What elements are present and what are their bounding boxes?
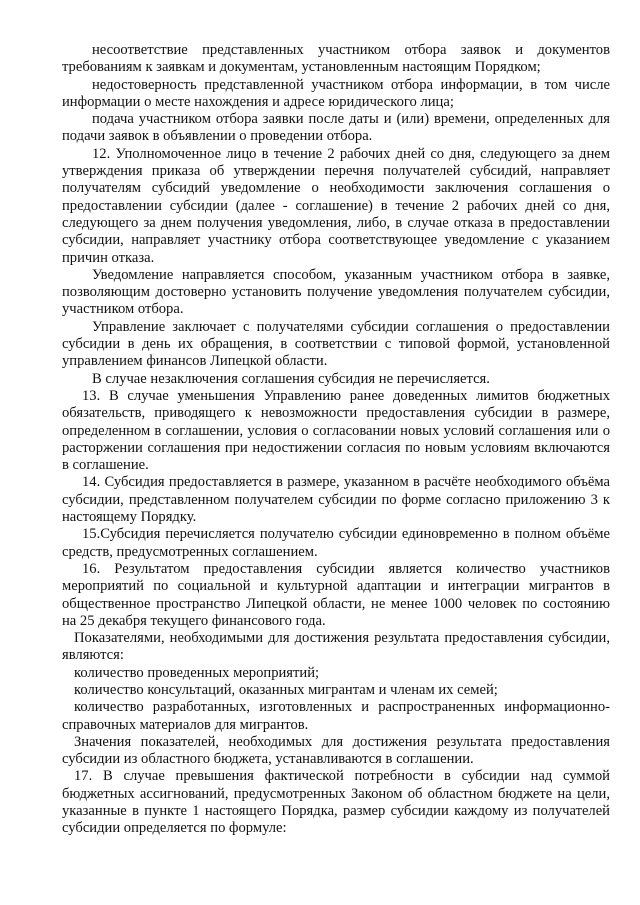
paragraph-clause-16: 16. Результатом предоставления субсидии является количество участников мероприятий по социальной и культурной адаптации и интеграции мигрантов в общественное пространство Липецкой области, не менее 1000 человек по состоянию на 25 декабря текущего финансового года. <box>62 560 610 629</box>
paragraph-clause-14: 14. Субсидия предоставляется в размере, указанном в расчёте необходимого объёма субсидии, представленном получателем субсидии по форме согласно приложению 3 к настоящему Порядку. <box>62 474 610 526</box>
paragraph-late-submission: подача участником отбора заявки после даты и (или) времени, определенных для подачи заявок в объявлении о проведении отбора. <box>62 111 610 145</box>
paragraph-discrepancy: несоответствие представленных участником отбора заявок и документов требованиям к заявкам и документам, установленным настоящим Порядком; <box>62 42 610 76</box>
paragraph-clause-17: 17. В случае превышения фактической потребности в субсидии над суммой бюджетных ассигнований, предусмотренных Законом об областном бюджете на цели, указанные в пункте 1 настоящего Порядка, размер субсидии каждому из получателей субсидии определяется по формуле: <box>62 768 610 837</box>
list-item-events-count: количество проведенных мероприятий; <box>74 664 320 681</box>
paragraph-agreement-conclusion: Управление заключает с получателями субсидии соглашения о предоставлении субсидии в день их обращения, в соответствии с типовой формой, установленной управлением финансов Липецкой области. <box>62 318 610 370</box>
paragraph-no-agreement: В случае незаключения соглашения субсидия не перечисляется. <box>92 370 490 387</box>
paragraph-clause-13: 13. В случае уменьшения Управлению ранее доведенных лимитов бюджетных обязательств, приводящего к невозможности предоставления субсидии в размере, определенном в соглашении, условия о согласовании новых условий соглашения или о расторжении соглашения при недостижении согласия по новым условиям включаются в соглашение. <box>62 387 610 474</box>
paragraph-clause-12: 12. Уполномоченное лицо в течение 2 рабочих дней со дня, следующего за днем утверждения приказа об утверждении перечня получателей субсидий, направляет получателям субсидий уведомление о необходимости заключения соглашения о предоставлении субсидии (далее - соглашение) в течение 2 рабочих дней со дня, следующего за днем получения уведомления, либо, в случае отказа в предоставлении субсидии, направляет участнику отбора соответствующее уведомление с указанием причин отказа. <box>62 145 610 266</box>
list-item-materials-count: количество разработанных, изготовленных и распространенных информационно-справочных материалов для мигрантов. <box>62 699 610 733</box>
paragraph-indicator-values: Значения показателей, необходимых для достижения результата предоставления субсидии из областного бюджета, устанавливаются в соглашении. <box>62 733 610 768</box>
paragraph-notification-method: Уведомление направляется способом, указанным участником отбора в заявке, позволяющим достоверно установить получение уведомления получателем субсидии, участником отбора. <box>62 266 610 318</box>
paragraph-unreliability: недостоверность представленной участником отбора информации, в том числе информации о месте нахождения и адресе юридического лица; <box>62 76 610 110</box>
document-page <box>62 42 610 838</box>
paragraph-clause-15: 15.Субсидия перечисляется получателю субсидии единовременно в полном объёме средств, предусмотренных соглашением. <box>62 526 610 560</box>
paragraph-indicators-intro: Показателями, необходимыми для достижения результата предоставления субсидии, являются: <box>62 630 610 664</box>
list-item-consultations-count: количество консультаций, оказанных мигрантам и членам их семей; <box>74 681 498 698</box>
